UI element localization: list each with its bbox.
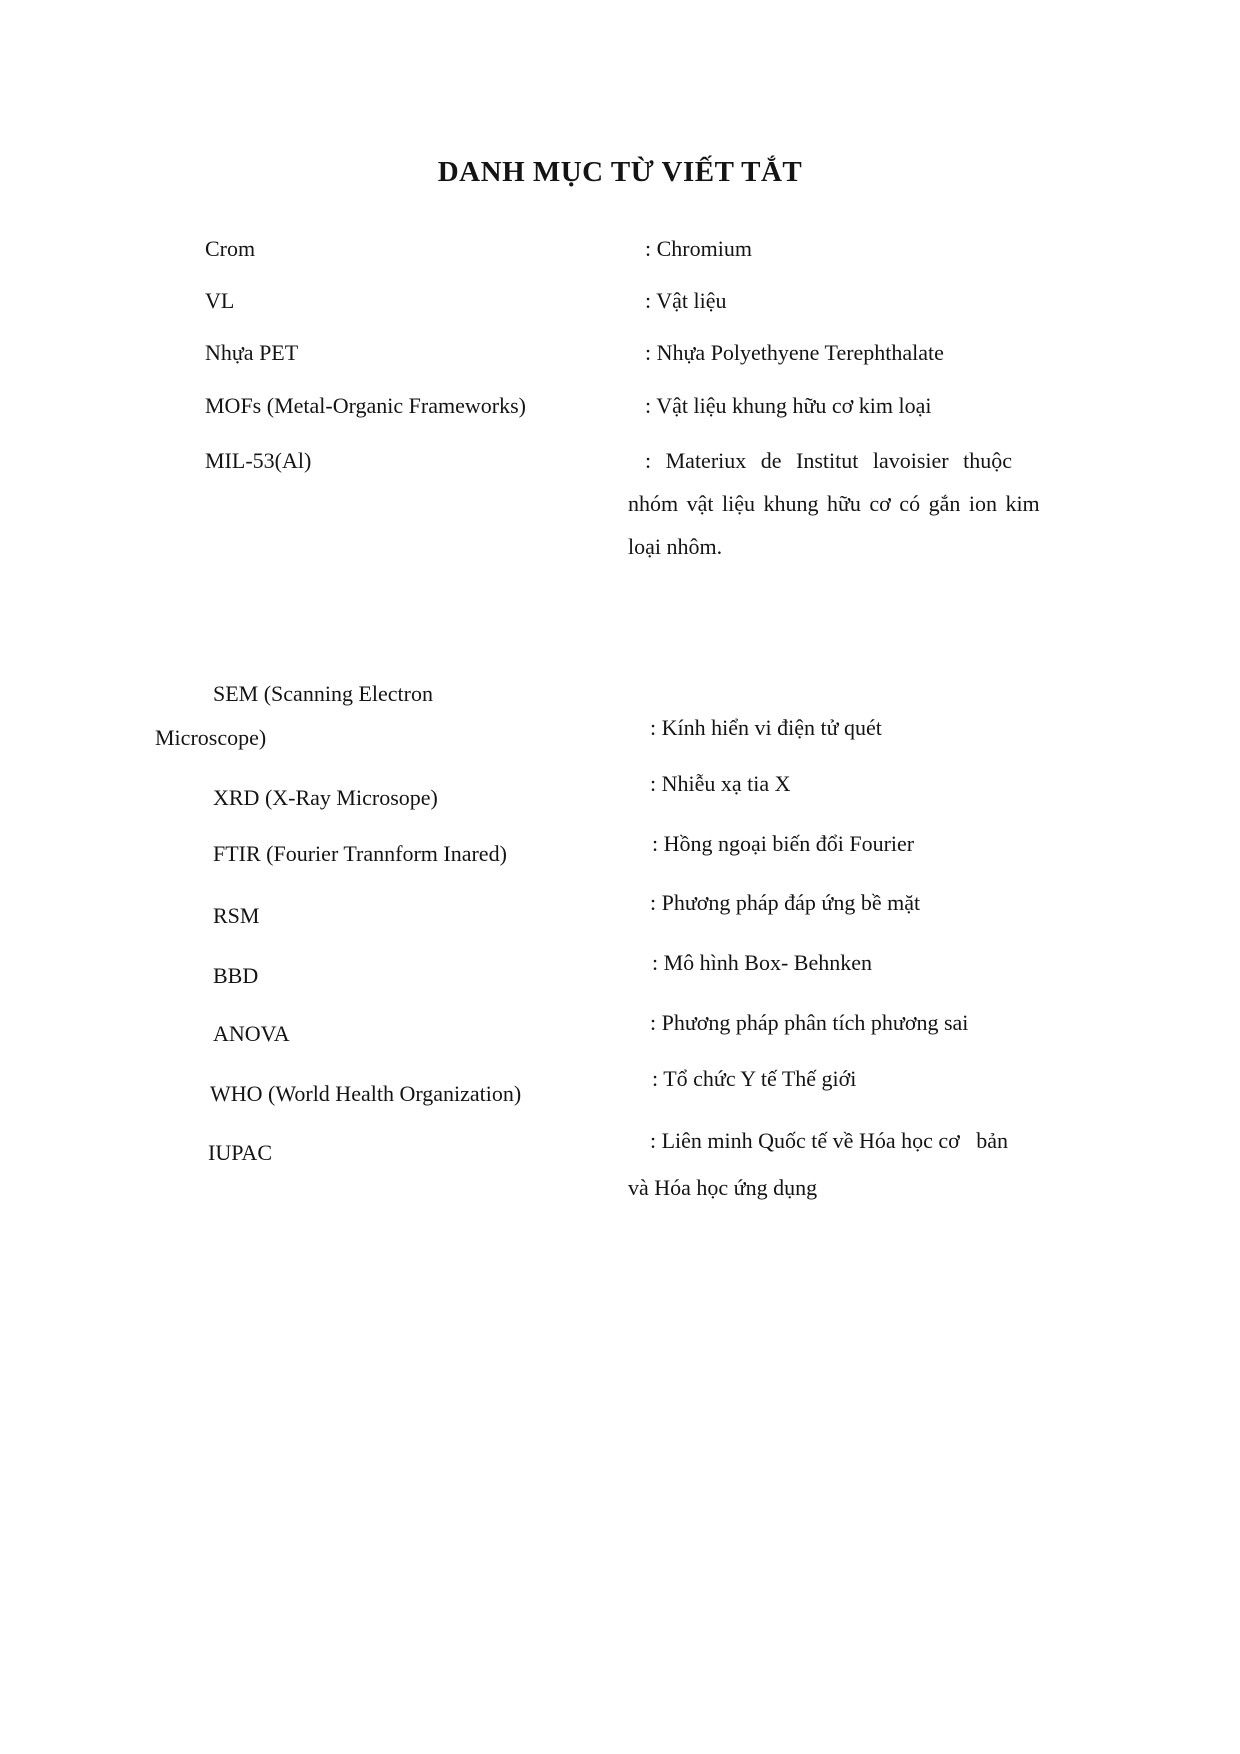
def-crom: : Chromium: [645, 236, 752, 261]
term-who: WHO (World Health Organization): [210, 1081, 522, 1106]
term-bbd: BBD: [213, 963, 259, 988]
term-rsm: RSM: [213, 903, 260, 928]
term-mofs: MOFs (Metal-Organic Frameworks): [205, 393, 526, 418]
term-crom: Crom: [205, 236, 256, 261]
term-anova: ANOVA: [213, 1021, 290, 1046]
term-iupac: IUPAC: [208, 1140, 272, 1165]
def-anova: : Phương pháp phân tích phương sai: [650, 1010, 969, 1035]
def-mil-53-al-line-1: : Materiux de Institut lavoisier thuộc: [645, 448, 1012, 473]
term-nhua-pet: Nhựa PET: [205, 340, 299, 365]
def-rsm: : Phương pháp đáp ứng bề mặt: [650, 890, 921, 915]
def-vl: : Vật liệu: [645, 288, 727, 313]
term-xrd: XRD (X-Ray Microsope): [213, 785, 438, 810]
def-sem: : Kính hiển vi điện tử quét: [650, 715, 882, 740]
term-sem-line-2: Microscope): [155, 725, 267, 750]
def-mofs: : Vật liệu khung hữu cơ kim loại: [645, 393, 932, 418]
def-ftir: : Hồng ngoại biến đổi Fourier: [652, 831, 915, 856]
def-mil-53-al-line-2: nhóm vật liệu khung hữu cơ có gắn ion kim: [628, 491, 1040, 516]
def-bbd: : Mô hình Box- Behnken: [652, 950, 872, 975]
def-iupac-line-2: và Hóa học ứng dụng: [628, 1175, 818, 1200]
def-nhua-pet: : Nhựa Polyethyene Terephthalate: [645, 340, 944, 365]
def-mil-53-al-line-3: loại nhôm.: [628, 534, 723, 559]
term-sem-line-1: SEM (Scanning Electron: [213, 681, 433, 706]
term-vl: VL: [205, 288, 235, 313]
term-ftir: FTIR (Fourier Trannform Inared): [213, 841, 507, 866]
def-iupac-line-1: : Liên minh Quốc tế về Hóa học cơ bản: [650, 1128, 1009, 1153]
def-xrd: : Nhiễu xạ tia X: [650, 771, 791, 796]
page-title: DANH MỤC TỪ VIẾT TẮT: [437, 156, 803, 188]
def-who: : Tổ chức Y tế Thế giới: [652, 1066, 857, 1091]
term-mil-53-al: MIL-53(Al): [205, 448, 312, 473]
